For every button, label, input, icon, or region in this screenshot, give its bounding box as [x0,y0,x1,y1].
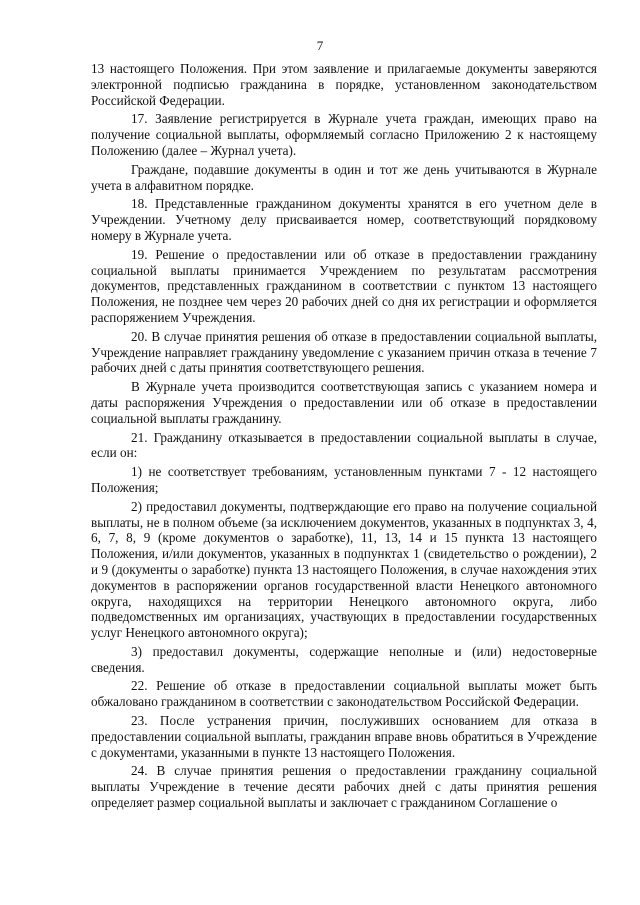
page-number: 7 [316,38,324,53]
paragraph-24: 24. В случае принятия решения о предоставлении гражданину социальной выплаты Учреждение в течение десяти рабочих дней с даты принятия решения определяет размер социальной выплаты и заключает с гражданином Соглашение о [91,763,597,811]
paragraph-23: 23. После устранения причин, послуживших основанием для отказа в предоставлении социальной выплаты, гражданин вправе вновь обратиться в Учреждение с документами, указанными в пункте 13 настоящего Положения. [91,713,597,760]
paragraph-20: 20. В случае принятия решения об отказе в предоставлении социальной выплаты, Учреждение направляет гражданину уведомление с указанием причин отказа в течение 7 рабочих дней с даты принятия соответствующего решения. [91,328,597,376]
paragraph-continuation: 13 настоящего Положения. При этом заявление и прилагаемые документы заверяются электронной подписью гражданина в порядке, установленном законодательством Российской Федерации. [91,61,597,108]
paragraph-21: 21. Гражданину отказывается в предоставлении социальной выплаты в случае, если он: [91,429,597,461]
paragraph-19: 19. Решение о предоставлении или об отказе в предоставлении гражданину социальной выплаты принимается Учреждением по результатам рассмотрения документов, представленных гражданином в соответствии с пунктом 13 настоящего Положения, не позднее чем через 20 рабочих дней со дня их регистрации и оформляется распоряжением Учреждения. [91,246,597,325]
paragraph-22: 22. Решение об отказе в предоставлении социальной выплаты может быть обжаловано гражданином в соответствии с законодательством Российской Федерации. [91,678,597,710]
paragraph-18: 18. Представленные гражданином документы хранятся в его учетном деле в Учреждении. Учетному делу присваивается номер, соответствующий порядковому номеру в Журнале учета. [91,196,597,243]
paragraph-21-item-3: 3) предоставил документы, содержащие неполные и (или) недостоверные сведения. [91,643,597,675]
document-body [91,61,597,811]
paragraph-17: 17. Заявление регистрируется в Журнале учета граждан, имеющих право на получение социальной выплаты, оформляемый согласно Приложению 2 к настоящему Положению (далее – Журнал учета). [91,111,597,158]
paragraph-21-item-1: 1) не соответствует требованиям, установленным пунктами 7 - 12 настоящего Положения; [91,464,597,495]
paragraph-17-note: Граждане, подавшие документы в один и тот же день учитываются в Журнале учета в алфавитном порядке. [91,161,597,193]
paragraph-20-note: В Журнале учета производится соответствующая запись с указанием номера и даты распоряжения Учреждения о предоставлении или об отказе в предоставлении социальной выплаты гражданину. [91,379,597,426]
paragraph-21-item-2: 2) предоставил документы, подтверждающие его право на получение социальной выплаты, не в полном объеме (за исключением документов, указанных в подпунктах 3, 4, 6, 7, 8, 9 (кроме документов о заработке), 11, 13, 14 и 15 пункта 13 настоящего Положения, и/или документов, указанных в подпунктах 1 (свидетельство о рождении), 2 и 9 (документы о заработке) пункта 13 настоящего Положения, в случае нахождения этих документов в распоряжении органов государственной власти Ненецкого автономного округа, находящихся на территории Ненецкого автономного округа, либо подведомственных им организациях, участвующих в предоставлении государственных услуг Ненецкого автономного округа); [91,498,597,641]
